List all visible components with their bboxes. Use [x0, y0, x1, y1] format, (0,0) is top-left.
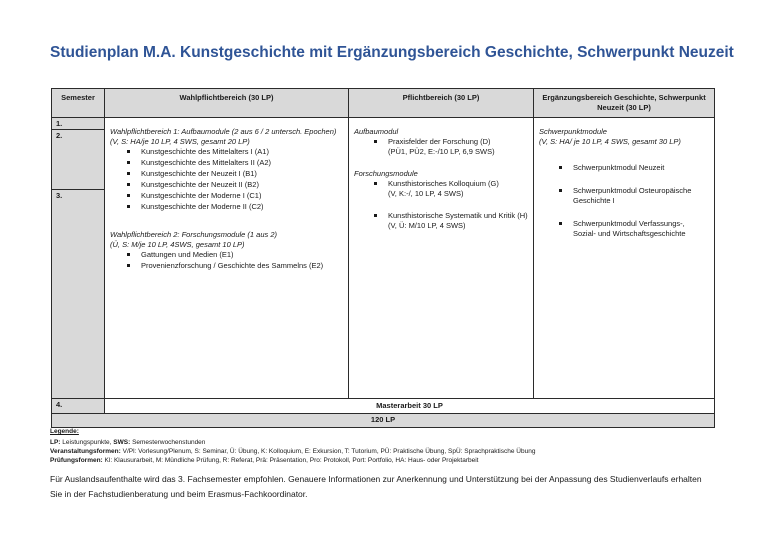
header-semester: Semester: [52, 89, 105, 118]
module-name: Kunsthistorisches Kolloquium (G): [388, 179, 499, 188]
wahlpflichtbereich-cell: [105, 118, 349, 399]
studyplan-table: [51, 88, 715, 428]
module-item: Kunstgeschichte der Neuzeit I (B1): [141, 169, 343, 179]
pflicht-block2-list: [354, 179, 528, 231]
module-item: [388, 137, 528, 157]
legend-text: V/Pl: Vorlesung/Plenum, S: Seminar, Ü: Übung, K: Kolloquium, E: Exkursion, T: Tutorium, PÜ: Praktische Übung, SpÜ: Sprachpraktische Übung: [122, 448, 536, 455]
module-item: Kunstgeschichte des Mittelalters II (A2): [141, 158, 343, 168]
wahlpflicht-block1-detail: (V, S: HA/je 10 LP, 4 SWS, gesamt 20 LP): [110, 137, 250, 146]
module-detail: (V, K:-/, 10 LP, 4 SWS): [388, 189, 464, 198]
table-total-row: [52, 414, 715, 428]
module-item: [388, 211, 528, 231]
header-wahlpflichtbereich: Wahlpflichtbereich (30 LP): [105, 89, 349, 118]
module-item: Kunstgeschichte der Neuzeit II (B2): [141, 180, 343, 190]
footer-note: Für Auslandsaufenthalte wird das 3. Fachsemester empfohlen. Genauere Informationen zur Anerkennung und Unterstützung bei der Anpassung des Studienverlaufs erhalten Sie in der Fachstudienberatung und beim Erasmus-Fachkoordinator.: [50, 474, 702, 499]
module-name: Kunsthistorische Systematik und Kritik (H): [388, 211, 528, 220]
legend-heading: Legende:: [50, 428, 79, 435]
module-detail: (V, Ü: M/10 LP, 4 SWS): [388, 221, 466, 230]
legend-line-veranstaltungsformen: [50, 447, 710, 456]
total-lp-cell: 120 LP: [52, 414, 715, 428]
legend-line-pruefungsformen: [50, 456, 710, 465]
table-row-semester-4: [52, 399, 715, 414]
pflichtbereich-cell: [349, 118, 534, 399]
module-item: Provenienzforschung / Geschichte des Sammelns (E2): [141, 261, 337, 271]
header-pflichtbereich: Pflichtbereich (30 LP): [349, 89, 534, 118]
wahlpflicht-block2-detail: (Ü, S: M/je 10 LP, 4SWS, gesamt 10 LP): [110, 240, 245, 249]
pflicht-block1-title: Aufbaumodul: [354, 127, 399, 136]
legend-text: Kl: Klausurarbeit, M: Mündliche Prüfung, R: Referat, Prä: Präsentation, Pro: Protokoll, Port: Portfolio, HA: Haus- oder Projektarbeit: [104, 457, 479, 464]
wahlpflicht-block2-title: Wahlpflichtbereich 2: Forschungsmodule (1 aus 2): [110, 230, 278, 239]
table-body-row: [52, 118, 715, 399]
module-item: [388, 179, 528, 199]
module-item: Gattungen und Medien (E1): [141, 250, 343, 260]
legend-label-lp: LP:: [50, 439, 61, 446]
semester-column: [52, 118, 105, 399]
ergaenzung-title: Schwerpunktmodule: [539, 127, 607, 136]
pflicht-block1-list: [354, 137, 528, 157]
semester-1-cell: 1.: [52, 118, 105, 130]
semester-3-cell: 3.: [52, 190, 105, 399]
legend-text: Semesterwochenstunden: [132, 439, 206, 446]
legend-text: Leistungspunkte,: [62, 439, 112, 446]
module-item: Kunstgeschichte der Moderne II (C2): [141, 202, 343, 212]
wahlpflicht-block1-title: Wahlpflichtbereich 1: Aufbaumodule (2 aus 6 / 2 untersch. Epochen): [110, 127, 337, 136]
module-detail: (PÜ1, PÜ2, E:-/10 LP, 6,9 SWS): [388, 147, 495, 156]
legend-label-veranstaltungsformen: Veranstaltungsformen:: [50, 448, 121, 455]
module-name: Praxisfelder der Forschung (D): [388, 137, 491, 146]
semester-4-cell: 4.: [52, 399, 105, 414]
table-header-row: [52, 89, 715, 118]
legend-label-sws: SWS:: [113, 439, 131, 446]
page-title: Studienplan M.A. Kunstgeschichte mit Ergänzungsbereich Geschichte, Schwerpunkt Neuzeit: [50, 44, 734, 61]
module-item: Schwerpunktmodul Osteuropäische Geschichte I: [573, 186, 701, 206]
pflicht-block2-title: Forschungsmodule: [354, 169, 418, 178]
ergaenzungsbereich-cell: [534, 118, 715, 399]
header-ergaenzungsbereich: Ergänzungsbereich Geschichte, Schwerpunkt Neuzeit (30 LP): [534, 89, 715, 118]
legend-line-lp-sws: [50, 438, 710, 447]
module-item: Kunstgeschichte des Mittelalters I (A1): [141, 147, 343, 157]
legend: [50, 428, 710, 465]
ergaenzung-list: [539, 163, 709, 239]
wahlpflicht-block2-list: [110, 250, 343, 271]
masterarbeit-cell: Masterarbeit 30 LP: [105, 399, 715, 414]
semester-2-cell: 2.: [52, 130, 105, 190]
legend-label-pruefungsformen: Prüfungsformen:: [50, 457, 103, 464]
ergaenzung-detail: (V, S: HA/ je 10 LP, 4 SWS, gesamt 30 LP): [539, 137, 681, 146]
module-item: Kunstgeschichte der Moderne I (C1): [141, 191, 343, 201]
wahlpflicht-block1-list: [110, 147, 343, 212]
module-item: Schwerpunktmodul Neuzeit: [573, 163, 701, 173]
module-item: Schwerpunktmodul Verfassungs-, Sozial- und Wirtschaftsgeschichte: [573, 219, 701, 239]
